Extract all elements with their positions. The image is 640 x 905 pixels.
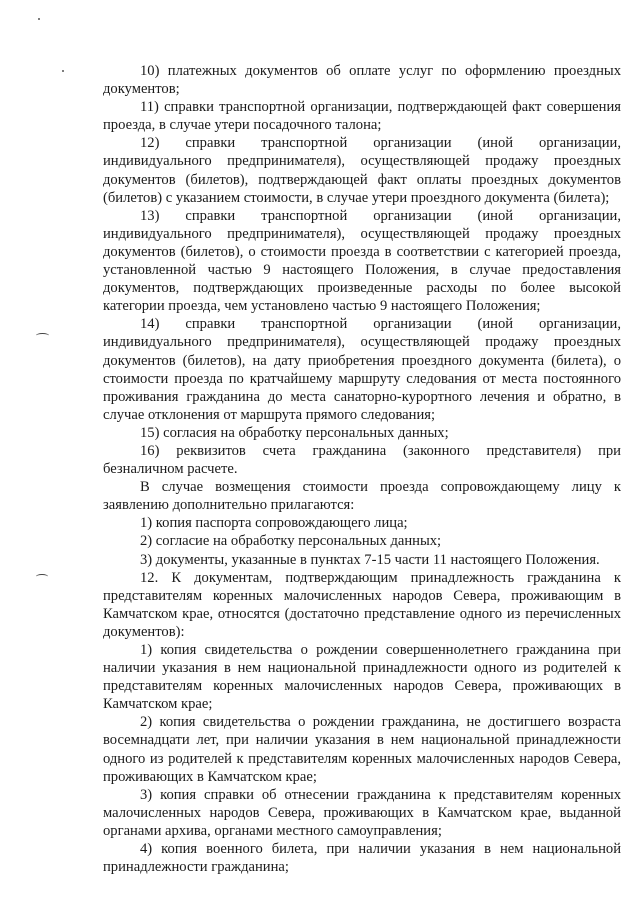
list-item-12: 12) справки транспортной организации (иной организации, индивидуального предпринимателя), осуществляющей продажу проездных документов (билетов), подтверждающей факт оплаты проездных документов (билетов) с указанием стоимости, в случае утери проездного документа (билета); — [103, 135, 621, 206]
list-item-10: 10) платежных документов об оплате услуг по оформлению проездных документов; — [103, 63, 621, 98]
escort-item-3: 3) документы, указанные в пунктах 7-15 части 11 настоящего Положения. — [140, 551, 600, 568]
binding-mark — [36, 574, 48, 579]
list-item-13: 13) справки транспортной организации (иной организации, индивидуального предпринимателя), осуществляющей продажу проездных документов (билетов), о стоимости проезда в соответствии с категорией проезда, установленной частью 9 настоящего Положения, в случае предоставления документов, подтверждающих произведенные расходы по более высокой категории проезда, чем установлено частью 9 настоящего Положения; — [103, 207, 621, 315]
scan-speck — [38, 18, 40, 20]
binding-mark — [36, 333, 49, 338]
section-12-heading: 12. К документам, подтверждающим принадлежность гражданина к представителям коренных малочисленных народов Севера, проживающим в Камчатском крае, относятся (достаточно представление одного из перечисленных документов): — [103, 569, 621, 640]
document-body — [103, 62, 621, 876]
scan-speck — [62, 70, 64, 72]
list-item-16: 16) реквизитов счета гражданина (законного представителя) при безналичном расчете. — [103, 442, 621, 478]
list-item-11: 11) справки транспортной организации, подтверждающей факт совершения проезда, в случае утери посадочного талона; — [103, 99, 621, 134]
section-12-item-3: 3) копия справки об отнесении гражданина к представителям коренных малочисленных народов Севера, проживающих в Камчатском крае, выданной органами архива, органами местного самоуправления; — [103, 786, 621, 839]
section-12-item-2: 2) копия свидетельства о рождении гражданина, не достигшего возраста восемнадцати лет, при наличии указания в нем национальной принадлежности одного из родителей к представителям коренных малочисленных народов Севера, проживающих в Камчатском крае; — [103, 714, 621, 785]
list-item-15: 15) согласия на обработку персональных данных; — [140, 424, 449, 441]
escort-item-2: 2) согласие на обработку персональных данных; — [140, 533, 442, 550]
list-item-14: 14) справки транспортной организации (иной организации, индивидуального предпринимателя), осуществляющей продажу проездных документов (билетов), на дату приобретения проездного документа (билета), о стоимости проезда по кратчайшему маршруту следования от места постоянного проживания гражданина до места санаторно-курортного лечения и обратно, в случае отклонения от маршрута прямого следования; — [103, 316, 621, 423]
escort-item-1: 1) копия паспорта сопровождающего лица; — [140, 515, 408, 532]
section-12-item-1: 1) копия свидетельства о рождении совершеннолетнего гражданина при наличии указания в нем национальной принадлежности одного из родителей к представителям коренных малочисленных народов Севера, проживающих в Камчатском крае; — [103, 642, 621, 713]
section-12-item-4: 4) копия военного билета, при наличии указания в нем национальной принадлежности гражданина; — [103, 841, 621, 876]
paragraph-escort-intro: В случае возмещения стоимости проезда сопровождающему лицу к заявлению дополнительно прилагаются: — [103, 479, 621, 514]
